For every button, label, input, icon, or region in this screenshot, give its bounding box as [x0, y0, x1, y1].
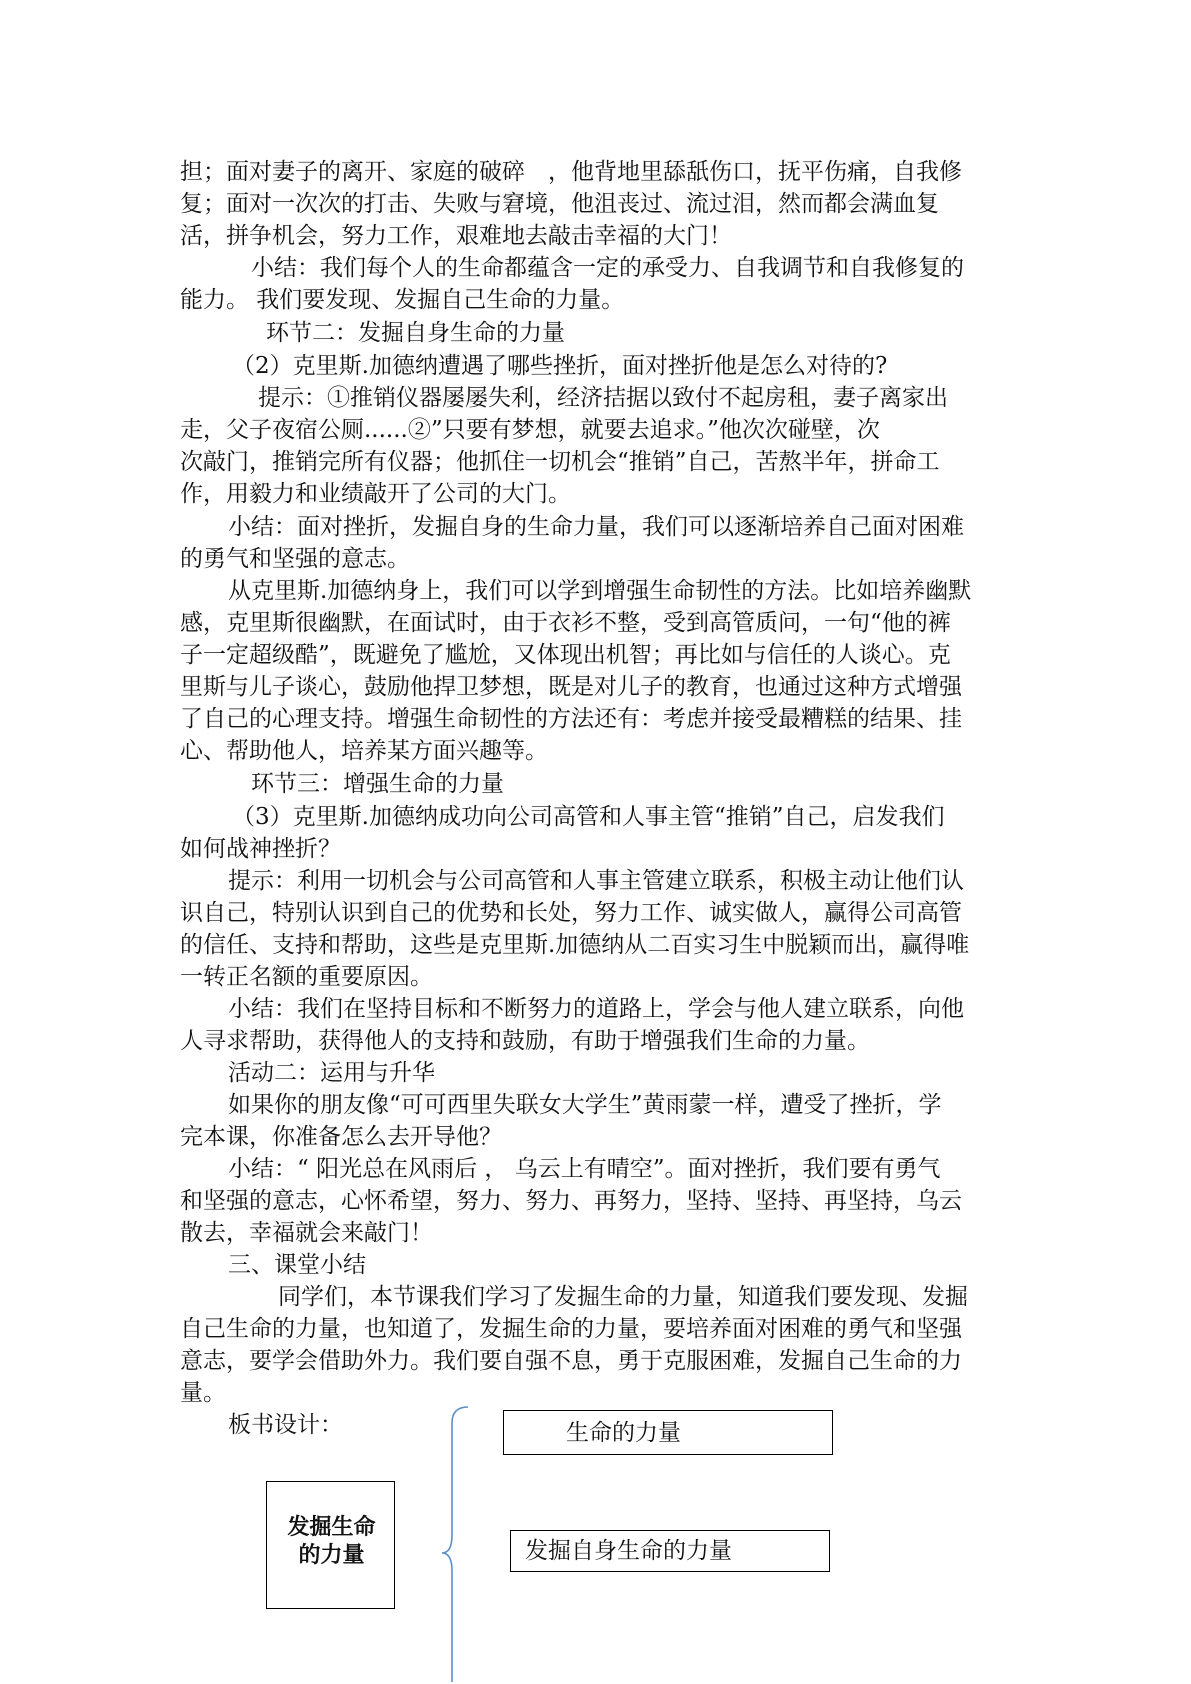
board-main-topic-box — [266, 1481, 395, 1609]
paragraph-line: 的勇气和坚强的意志。 — [180, 546, 410, 572]
paragraph-line: 里斯与儿子谈心，鼓励他捍卫梦想，既是对儿子的教育，也通过这种方式增强 — [180, 674, 962, 700]
curly-brace-icon — [440, 1405, 480, 1684]
paragraph-line: 和坚强的意志，心怀希望，努力、努力、再努力，坚持、坚持、再坚持，乌云 — [180, 1188, 962, 1214]
paragraph-line: 意志，要学会借助外力。我们要自强不息，勇于克服困难，发掘自己生命的力 — [180, 1348, 962, 1374]
summary-line: 小结：我们在坚持目标和不断努力的道路上，学会与他人建立联系，向他 — [228, 996, 964, 1022]
paragraph-line: 次敲门，推销完所有仪器；他抓住一切机会“推销”自己，苦熬半年，拼命工 — [180, 449, 940, 475]
board-item-label-1: 生命的力量 — [566, 1420, 681, 1446]
paragraph-line: 识自己，特别认识到自己的优势和长处，努力工作、诚实做人，赢得公司高管 — [180, 900, 962, 926]
board-main-topic-line1: 发掘生命 — [287, 1515, 376, 1540]
paragraph-line: 活，拼争机会，努力工作，艰难地去敲击幸福的大门！ — [180, 223, 732, 249]
paragraph-line: 量。 — [180, 1380, 226, 1406]
paragraph-line: 走，父子夜宿公厕......②”只要有梦想，就要去追求。”他次次碰壁，次 — [180, 417, 880, 443]
board-main-topic-line2: 的力量 — [298, 1543, 365, 1568]
paragraph-line: 如何战神挫折？ — [180, 836, 341, 862]
paragraph-line: 完本课，你准备怎么去开导他？ — [180, 1124, 502, 1150]
question-line: （2）克里斯.加德纳遭遇了哪些挫折，面对挫折他是怎么对待的? — [232, 353, 888, 379]
hint-line: 提示：利用一切机会与公司高管和人事主管建立联系，积极主动让他们认 — [228, 868, 964, 894]
board-item-box-2 — [510, 1530, 830, 1572]
paragraph-line: 了自己的心理支持。增强生命韧性的方法还有：考虑并接受最糟糕的结果、挂 — [180, 706, 962, 732]
question-line: （3）克里斯.加德纳成功向公司高管和人事主管“推销”自己，启发我们 — [232, 804, 945, 830]
board-design-label: 板书设计： — [228, 1412, 343, 1438]
summary-line: 小结：“ 阳光总在风雨后 ， 乌云上有晴空”。面对挫折，我们要有勇气 — [228, 1156, 941, 1182]
paragraph-line: 子一定超级酷”，既避免了尴尬，又体现出机智；再比如与信任的人谈心。克 — [180, 642, 951, 668]
summary-line: 小结：我们每个人的生命都蕴含一定的承受力、自我调节和自我修复的 — [251, 255, 964, 281]
paragraph-line: 自己生命的力量，也知道了，发掘生命的力量，要培养面对困难的勇气和坚强 — [180, 1316, 962, 1342]
paragraph-line: 心、帮助他人，培养某方面兴趣等。 — [180, 738, 548, 764]
section-heading: 三、课堂小结 — [228, 1252, 366, 1278]
section-heading: 环节二：发掘自身生命的力量 — [266, 320, 565, 346]
hint-line: 提示：①推销仪器屡屡失利，经济拮据以致付不起房租，妻子离家出 — [258, 385, 948, 411]
paragraph-line: 的信任、支持和帮助，这些是克里斯.加德纳从二百实习生中脱颖而出，赢得唯 — [180, 932, 970, 958]
paragraph-line: 能力。 我们要发现、发掘自己生命的力量。 — [180, 287, 625, 313]
board-item-label-2: 发掘自身生命的力量 — [525, 1538, 732, 1564]
paragraph-line: 同学们，本节课我们学习了发掘生命的力量，知道我们要发现、发掘 — [278, 1284, 968, 1310]
section-heading: 环节三：增强生命的力量 — [251, 771, 504, 797]
activity-heading: 活动二：运用与升华 — [228, 1060, 435, 1086]
paragraph-line: 从克里斯.加德纳身上，我们可以学到增强生命韧性的方法。比如培养幽默 — [228, 578, 972, 604]
paragraph-line: 担；面对妻子的离开、家庭的破碎 ，他背地里舔舐伤口，抚平伤痛，自我修 — [180, 159, 962, 185]
paragraph-line: 散去，幸福就会来敲门！ — [180, 1220, 433, 1246]
paragraph-line: 感，克里斯很幽默，在面试时，由于衣衫不整，受到高管质问，一句“他的裤 — [180, 610, 951, 636]
board-item-box-1 — [503, 1410, 833, 1455]
summary-line: 小结：面对挫折，发掘自身的生命力量，我们可以逐渐培养自己面对困难 — [228, 514, 964, 540]
paragraph-line: 一转正名额的重要原因。 — [180, 964, 433, 990]
paragraph-line: 复；面对一次次的打击、失败与窘境，他沮丧过、流过泪，然而都会满血复 — [180, 191, 939, 217]
paragraph-line: 作，用毅力和业绩敲开了公司的大门。 — [180, 481, 571, 507]
paragraph-line: 如果你的朋友像“可可西里失联女大学生”黄雨蒙一样，遭受了挫折，学 — [228, 1092, 942, 1118]
paragraph-line: 人寻求帮助，获得他人的支持和鼓励，有助于增强我们生命的力量。 — [180, 1028, 870, 1054]
